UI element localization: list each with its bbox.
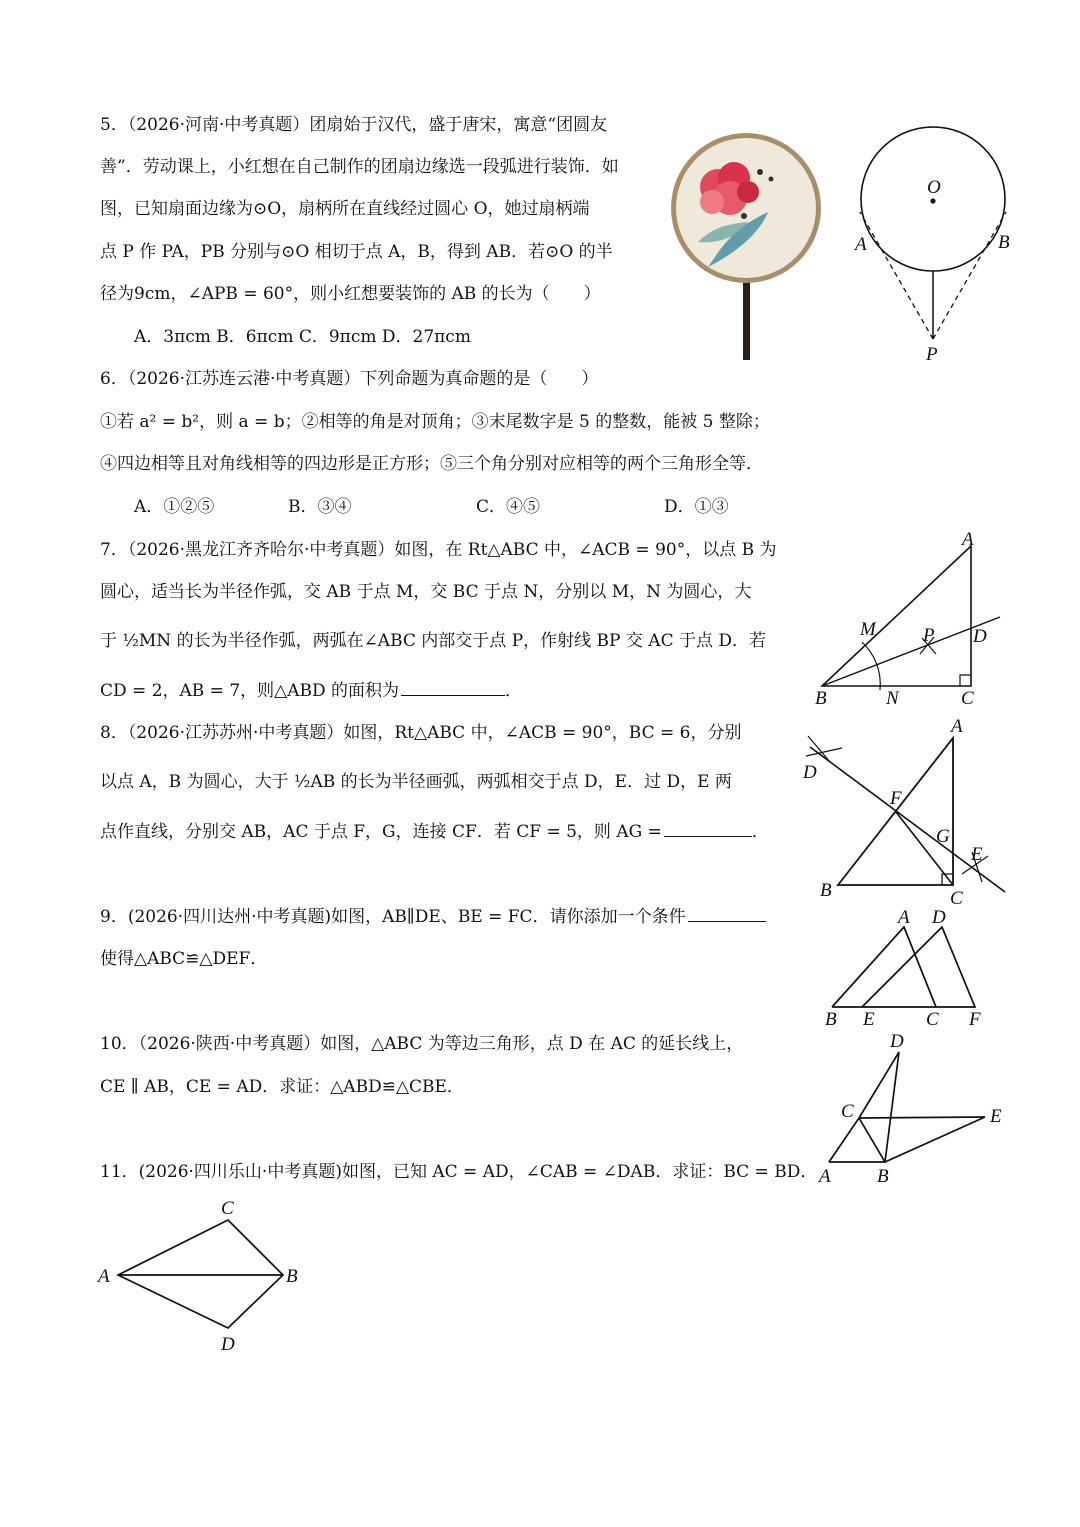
label-A: A <box>98 1266 110 1287</box>
q8-line-3-text: 点作直线，分别交 AB，AC 于点 F，G，连接 CF．若 CF = 5，则 AG = <box>100 822 662 842</box>
q5-line-4: 点 P 作 PA，PB 分别与⊙O 相切于点 A，B，得到 AB．若⊙O 的半 <box>100 242 613 262</box>
q6-option-b: B．③④ <box>288 497 352 517</box>
q6-option-c: C．④⑤ <box>476 497 541 517</box>
q5-line-2: 善”．劳动课上，小红想在自己制作的团扇边缘选一段弧进行装饰．如 <box>100 157 619 177</box>
q5-figure <box>852 124 1022 369</box>
label-E: E <box>990 1106 1002 1127</box>
label-B: B <box>286 1266 298 1287</box>
q7-line-1: 7．（2026·黑龙江齐齐哈尔·中考真题）如图，在 Rt△ABC 中，∠ACB = 90°，以点 B 为 <box>100 540 777 560</box>
q7-answer-blank[interactable] <box>401 677 505 696</box>
label-B: B <box>998 232 1010 253</box>
q5-options: A．3πcm B．6πcm C．9πcm D．27πcm <box>134 327 471 347</box>
label-D: D <box>221 1334 235 1355</box>
label-F: F <box>969 1009 981 1030</box>
q11-figure <box>90 1190 320 1360</box>
q10-figure <box>815 1030 1015 1190</box>
q7-line-3: 于 ½MN 的长为半径作弧，两弧在∠ABC 内部交于点 P，作射线 BP 交 AC 于点 D．若 <box>100 631 767 651</box>
q10-line-2: CE ∥ AB，CE = AD．求证：△ABD≌△CBE． <box>100 1077 464 1097</box>
label-B: B <box>815 688 827 709</box>
label-D: D <box>803 762 817 783</box>
q10-line-1: 10．（2026·陕西·中考真题）如图，△ABC 为等边三角形，点 D 在 AC 的延长线上， <box>100 1034 744 1054</box>
label-A: A <box>898 907 910 928</box>
q6-option-d: D．①③ <box>664 497 729 517</box>
q5-line-5: 径为9cm，∠APB = 60°，则小红想要装饰的 AB 的长为（ ） <box>100 284 601 304</box>
label-D: D <box>973 626 987 647</box>
label-C: C <box>841 1101 854 1122</box>
fan-illustration <box>668 132 832 364</box>
q8-figure <box>800 712 1010 912</box>
label-O: O <box>927 177 941 198</box>
q9-line-2: 使得△ABC≌△DEF． <box>100 949 268 969</box>
q7-line-4: CD = 2，AB = 7，则△ABD 的面积为 ． <box>100 677 522 704</box>
label-P: P <box>923 625 935 646</box>
q11-line-1: 11．(2026·四川乐山·中考真题)如图，已知 AC = AD，∠CAB = ∠DAB．求证：BC = BD． <box>100 1162 818 1182</box>
label-N: N <box>886 688 899 709</box>
q7-line-2: 圆心，适当长为半径作弧，交 AB 于点 M，交 BC 于点 N，分别以 M，N 为圆心，大 <box>100 582 752 602</box>
q5-line-1: 5．（2026·河南·中考真题）团扇始于汉代，盛于唐宋，寓意“团圆友 <box>100 115 608 135</box>
q8-line-2: 以点 A，B 为圆心，大于 ½AB 的长为半径画弧，两弧相交于点 D，E．过 D，E 两 <box>100 772 732 792</box>
label-G: G <box>936 826 950 847</box>
label-M: M <box>860 619 876 640</box>
label-E: E <box>971 844 983 865</box>
label-D: D <box>932 907 946 928</box>
label-A: A <box>951 716 963 737</box>
label-A: A <box>855 234 867 255</box>
label-C: C <box>950 888 963 909</box>
q8-line-3: 点作直线，分别交 AB，AC 于点 F，G，连接 CF．若 CF = 5，则 AG = ． <box>100 818 769 845</box>
label-E: E <box>863 1009 875 1030</box>
label-P: P <box>926 344 938 365</box>
q5-line-3: 图，已知扇面边缘为⊙O，扇柄所在直线经过圆心 O，她过扇柄端 <box>100 199 590 219</box>
label-A: A <box>819 1166 831 1187</box>
q6-line-3: ④四边相等且对角线相等的四边形是正方形；⑤三个角分别对应相等的两个三角形全等． <box>100 454 763 474</box>
q9-line-1 <box>100 903 766 930</box>
label-B: B <box>825 1009 837 1030</box>
label-C: C <box>961 688 974 709</box>
label-D: D <box>890 1031 904 1052</box>
q9-figure <box>820 905 995 1030</box>
q7-line-4-text: CD = 2，AB = 7，则△ABD 的面积为 <box>100 681 400 701</box>
q6-line-1: 6．（2026·江苏连云港·中考真题）下列命题为真命题的是（ ） <box>100 369 599 389</box>
q9-answer-blank[interactable] <box>688 903 766 922</box>
label-B: B <box>877 1166 889 1187</box>
q7-figure <box>810 530 1010 710</box>
q8-answer-blank[interactable] <box>664 818 752 837</box>
q9-line-1-text: 9．(2026·四川达州·中考真题)如图，AB∥DE、BE = FC．请你添加一个条件 <box>100 907 686 927</box>
label-A: A <box>962 529 974 550</box>
q6-line-2: ①若 a² = b²，则 a = b；②相等的角是对顶角；③末尾数字是 5 的整数，能被 5 整除； <box>100 412 770 432</box>
label-C: C <box>221 1198 234 1219</box>
label-F: F <box>890 788 902 809</box>
q6-option-a: A．①②⑤ <box>134 497 215 517</box>
q8-line-1: 8．（2026·江苏苏州·中考真题）如图，Rt△ABC 中，∠ACB = 90°，BC = 6，分别 <box>100 723 742 743</box>
label-C: C <box>926 1009 939 1030</box>
label-B: B <box>820 880 832 901</box>
